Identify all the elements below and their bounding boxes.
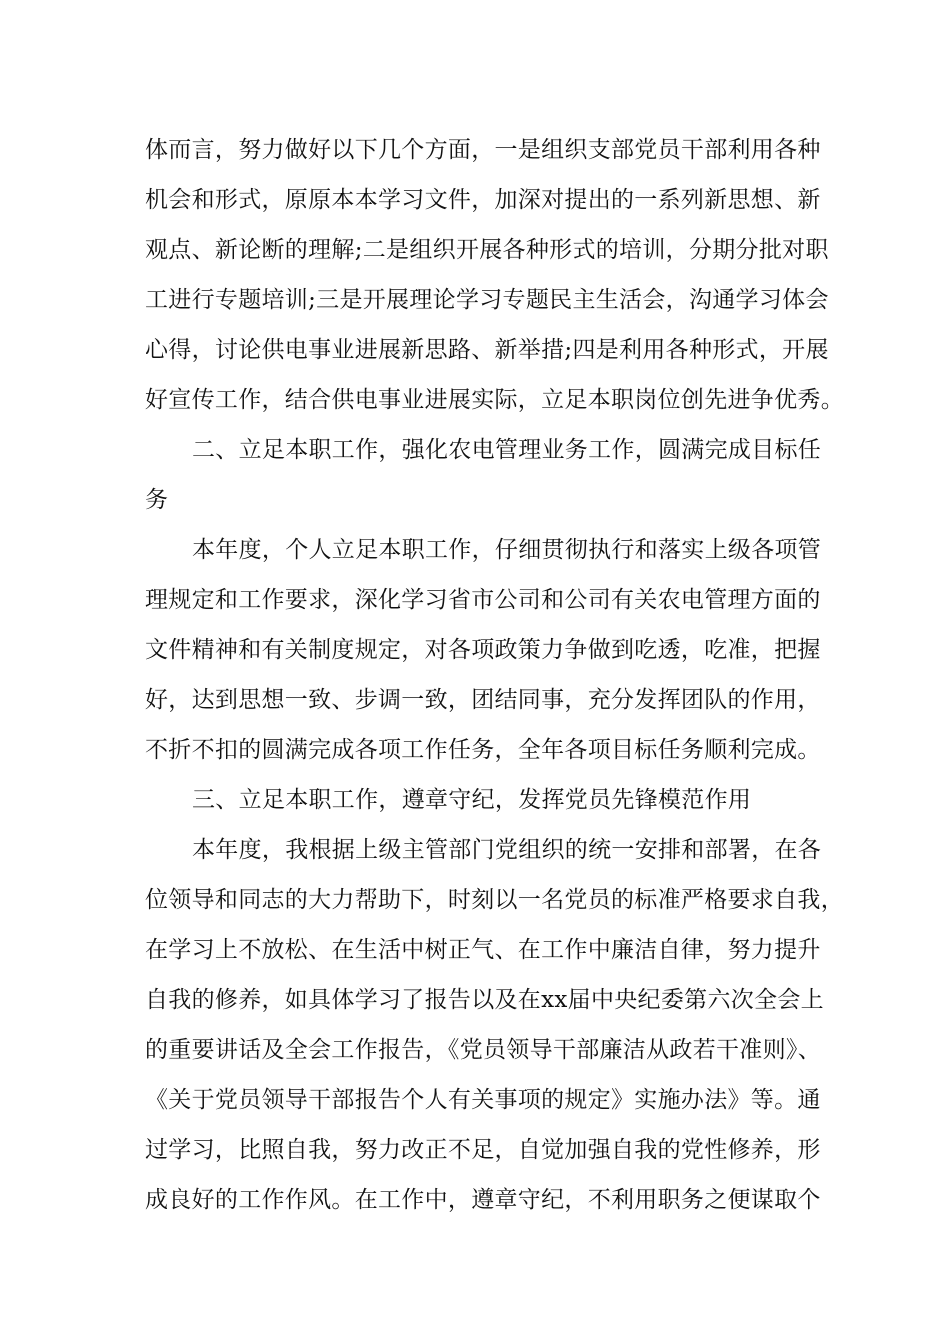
body-text-line: 不折不扣的圆满完成各项工作任务，全年各项目标任务顺利完成。 bbox=[145, 737, 821, 763]
body-text-line: 在学习上不放松、在生活中树正气、在工作中廉洁自律，努力提升 bbox=[145, 937, 821, 963]
body-text-line: 机会和形式，原原本本学习文件，加深对提出的一系列新思想、新 bbox=[145, 187, 821, 213]
body-text-line: 好，达到思想一致、步调一致，团结同事，充分发挥团队的作用， bbox=[145, 687, 821, 713]
body-text-line: 心得，讨论供电事业进展新思路、新举措;四是利用各种形式，开展 bbox=[145, 337, 829, 363]
body-text-line: 好宣传工作，结合供电事业进展实际，立足本职岗位创先进争优秀。 bbox=[145, 387, 844, 413]
body-text-line: 工进行专题培训;三是开展理论学习专题民主生活会，沟通学习体会 bbox=[145, 287, 829, 313]
body-text-line: 文件精神和有关制度规定，对各项政策力争做到吃透，吃准，把握 bbox=[145, 637, 821, 663]
body-text-line: 过学习，比照自我，努力改正不足，自觉加强自我的党性修养，形 bbox=[145, 1137, 821, 1163]
body-text-line: 本年度，我根据上级主管部门党组织的统一安排和部署，在各 bbox=[192, 837, 822, 863]
body-text-line: 理规定和工作要求，深化学习省市公司和公司有关农电管理方面的 bbox=[145, 587, 821, 613]
body-text-line: 自我的修养，如具体学习了报告以及在xx届中央纪委第六次全会上 bbox=[145, 987, 824, 1013]
body-text-line: 成良好的工作作风。在工作中，遵章守纪，不利用职务之便谋取个 bbox=[145, 1187, 821, 1213]
section-heading-line: 二、立足本职工作，强化农电管理业务工作，圆满完成目标任 bbox=[192, 437, 822, 463]
section-heading-line: 务 bbox=[145, 487, 169, 513]
body-text-line: 的重要讲话及全会工作报告，《党员领导干部廉洁从政若干准则》、 bbox=[145, 1037, 821, 1063]
body-text-line: 观点、新论断的理解;二是组织开展各种形式的培训，分期分批对职 bbox=[145, 237, 829, 263]
body-text-line: 本年度，个人立足本职工作，仔细贯彻执行和落实上级各项管 bbox=[192, 537, 822, 563]
body-text-line: 体而言，努力做好以下几个方面，一是组织支部党员干部利用各种 bbox=[145, 137, 821, 163]
body-text-line: 《关于党员领导干部报告个人有关事项的规定》实施办法》等。通 bbox=[145, 1087, 821, 1113]
body-text-line: 位领导和同志的大力帮助下，时刻以一名党员的标准严格要求自我， bbox=[145, 887, 844, 913]
section-heading-line: 三、立足本职工作，遵章守纪，发挥党员先锋模范作用 bbox=[192, 787, 752, 813]
